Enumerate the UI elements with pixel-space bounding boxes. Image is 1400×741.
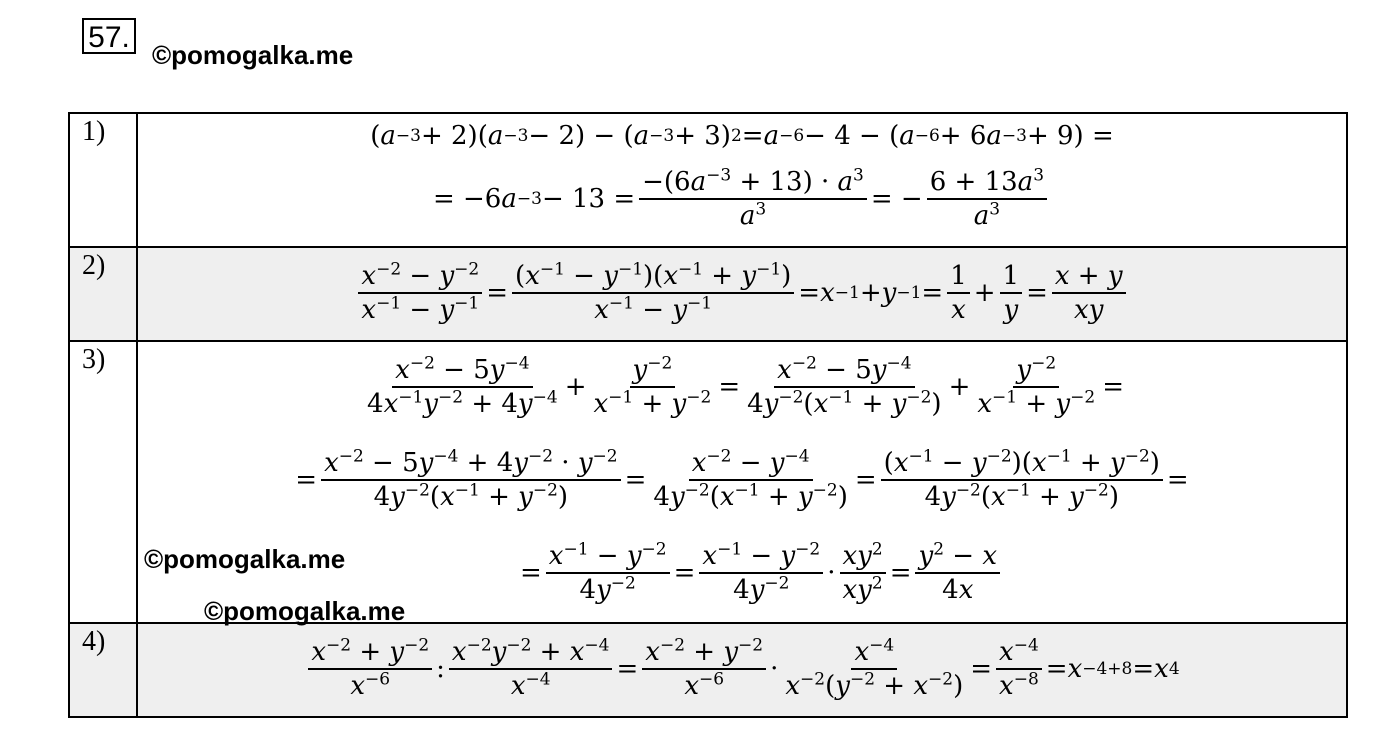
row-1-content (137, 113, 1347, 247)
row-label: 2) (69, 247, 137, 341)
row-3-content (137, 341, 1347, 623)
problem-number: 57. (82, 18, 136, 54)
formula-line: = $\frac{x^{-1} - y^{-2}}{4y^{-2}}$ = $\frac{x^{-1} - y^{-2}}{4y^{-2}}$ · $\frac{xy^2}{xy^2}$ = $\frac{y^2 - x}{4x}$ (138, 528, 1346, 618)
formula-line: = −6 a −3 − 13 = $\frac{-(6a^{-3} + 13) \cdot a^3}{a^3}$ = − $\frac{6 + 13a^3}{a^3}$ (138, 156, 1346, 242)
formula-line: = $\frac{x^{-2} - 5y^{-4} + 4y^{-2} \cdot y^{-2}}{4y^{-2}(x^{-1} + y^{-2})}$ = $\frac{x^{-2} - y^{-4}}{4y^{-2}(x^{-1} + y^{-2})}$ = $\frac{(x^{-1} - y^{-2})(x^{-1} + y^{-2})}{4y^{-2}(x^{-1} + y^{-2})}$ = (295, 445, 1189, 512)
formula-line: ( a −3 + 2)( a −3 − 2) − ( a −3 + 3) 2 = a −6 − 4 − ( a −6 + 6 a −3 + 9) = (370, 121, 1114, 151)
table-row (69, 341, 1347, 623)
row-label: 3) (69, 341, 137, 623)
watermark-overlay: ©pomogalka.me (204, 596, 406, 626)
table-row (69, 113, 1347, 247)
formula-line: $\frac{x^{-2} - y^{-2}}{x^{-1} - y^{-1}}$ = $\frac{(x^{-1} - y^{-1})(x^{-1} + y^{-1})}{x^{-1} - y^{-1}}$ = x −1 + y −1 = $\frac{1}{x}$ + $\frac{1}{y}$ = $\frac{x + y}{xy}$ (138, 248, 1346, 338)
row-label: 1) (69, 113, 137, 247)
table-row (69, 623, 1347, 717)
row-2-content (137, 247, 1347, 341)
solution-table (68, 112, 1348, 718)
watermark-header: ©pomogalka.me (152, 40, 354, 70)
formula-line: $\frac{x^{-2} + y^{-2}}{x^{-6}}$ : $\frac{x^{-2}y^{-2} + x^{-4}}{x^{-4}}$ = $\frac{x^{-2} + y^{-2}}{x^{-6}}$ · $\frac{x^{-4}}{x^{-2}(y^{-2} + x^{-2})}$ = $\frac{x^{-4}}{x^{-8}}$ = x −4+8 = x 4 (138, 624, 1346, 714)
watermark-overlay: ©pomogalka.me (144, 544, 346, 574)
row-label: 4) (69, 623, 137, 717)
table-row (69, 247, 1347, 341)
formula-line: $\frac{x^{-2} - 5y^{-4}}{4x^{-1}y^{-2} + 4y^{-4}}$ + $\frac{y^{-2}}{x^{-1} + y^{-2}}$ = $\frac{x^{-2} - 5y^{-4}}{4y^{-2}(x^{-1} + y^{-2})}$ + $\frac{y^{-2}}{x^{-1} + y^{-2}}$ = (367, 352, 1124, 419)
row-4-content (137, 623, 1347, 717)
